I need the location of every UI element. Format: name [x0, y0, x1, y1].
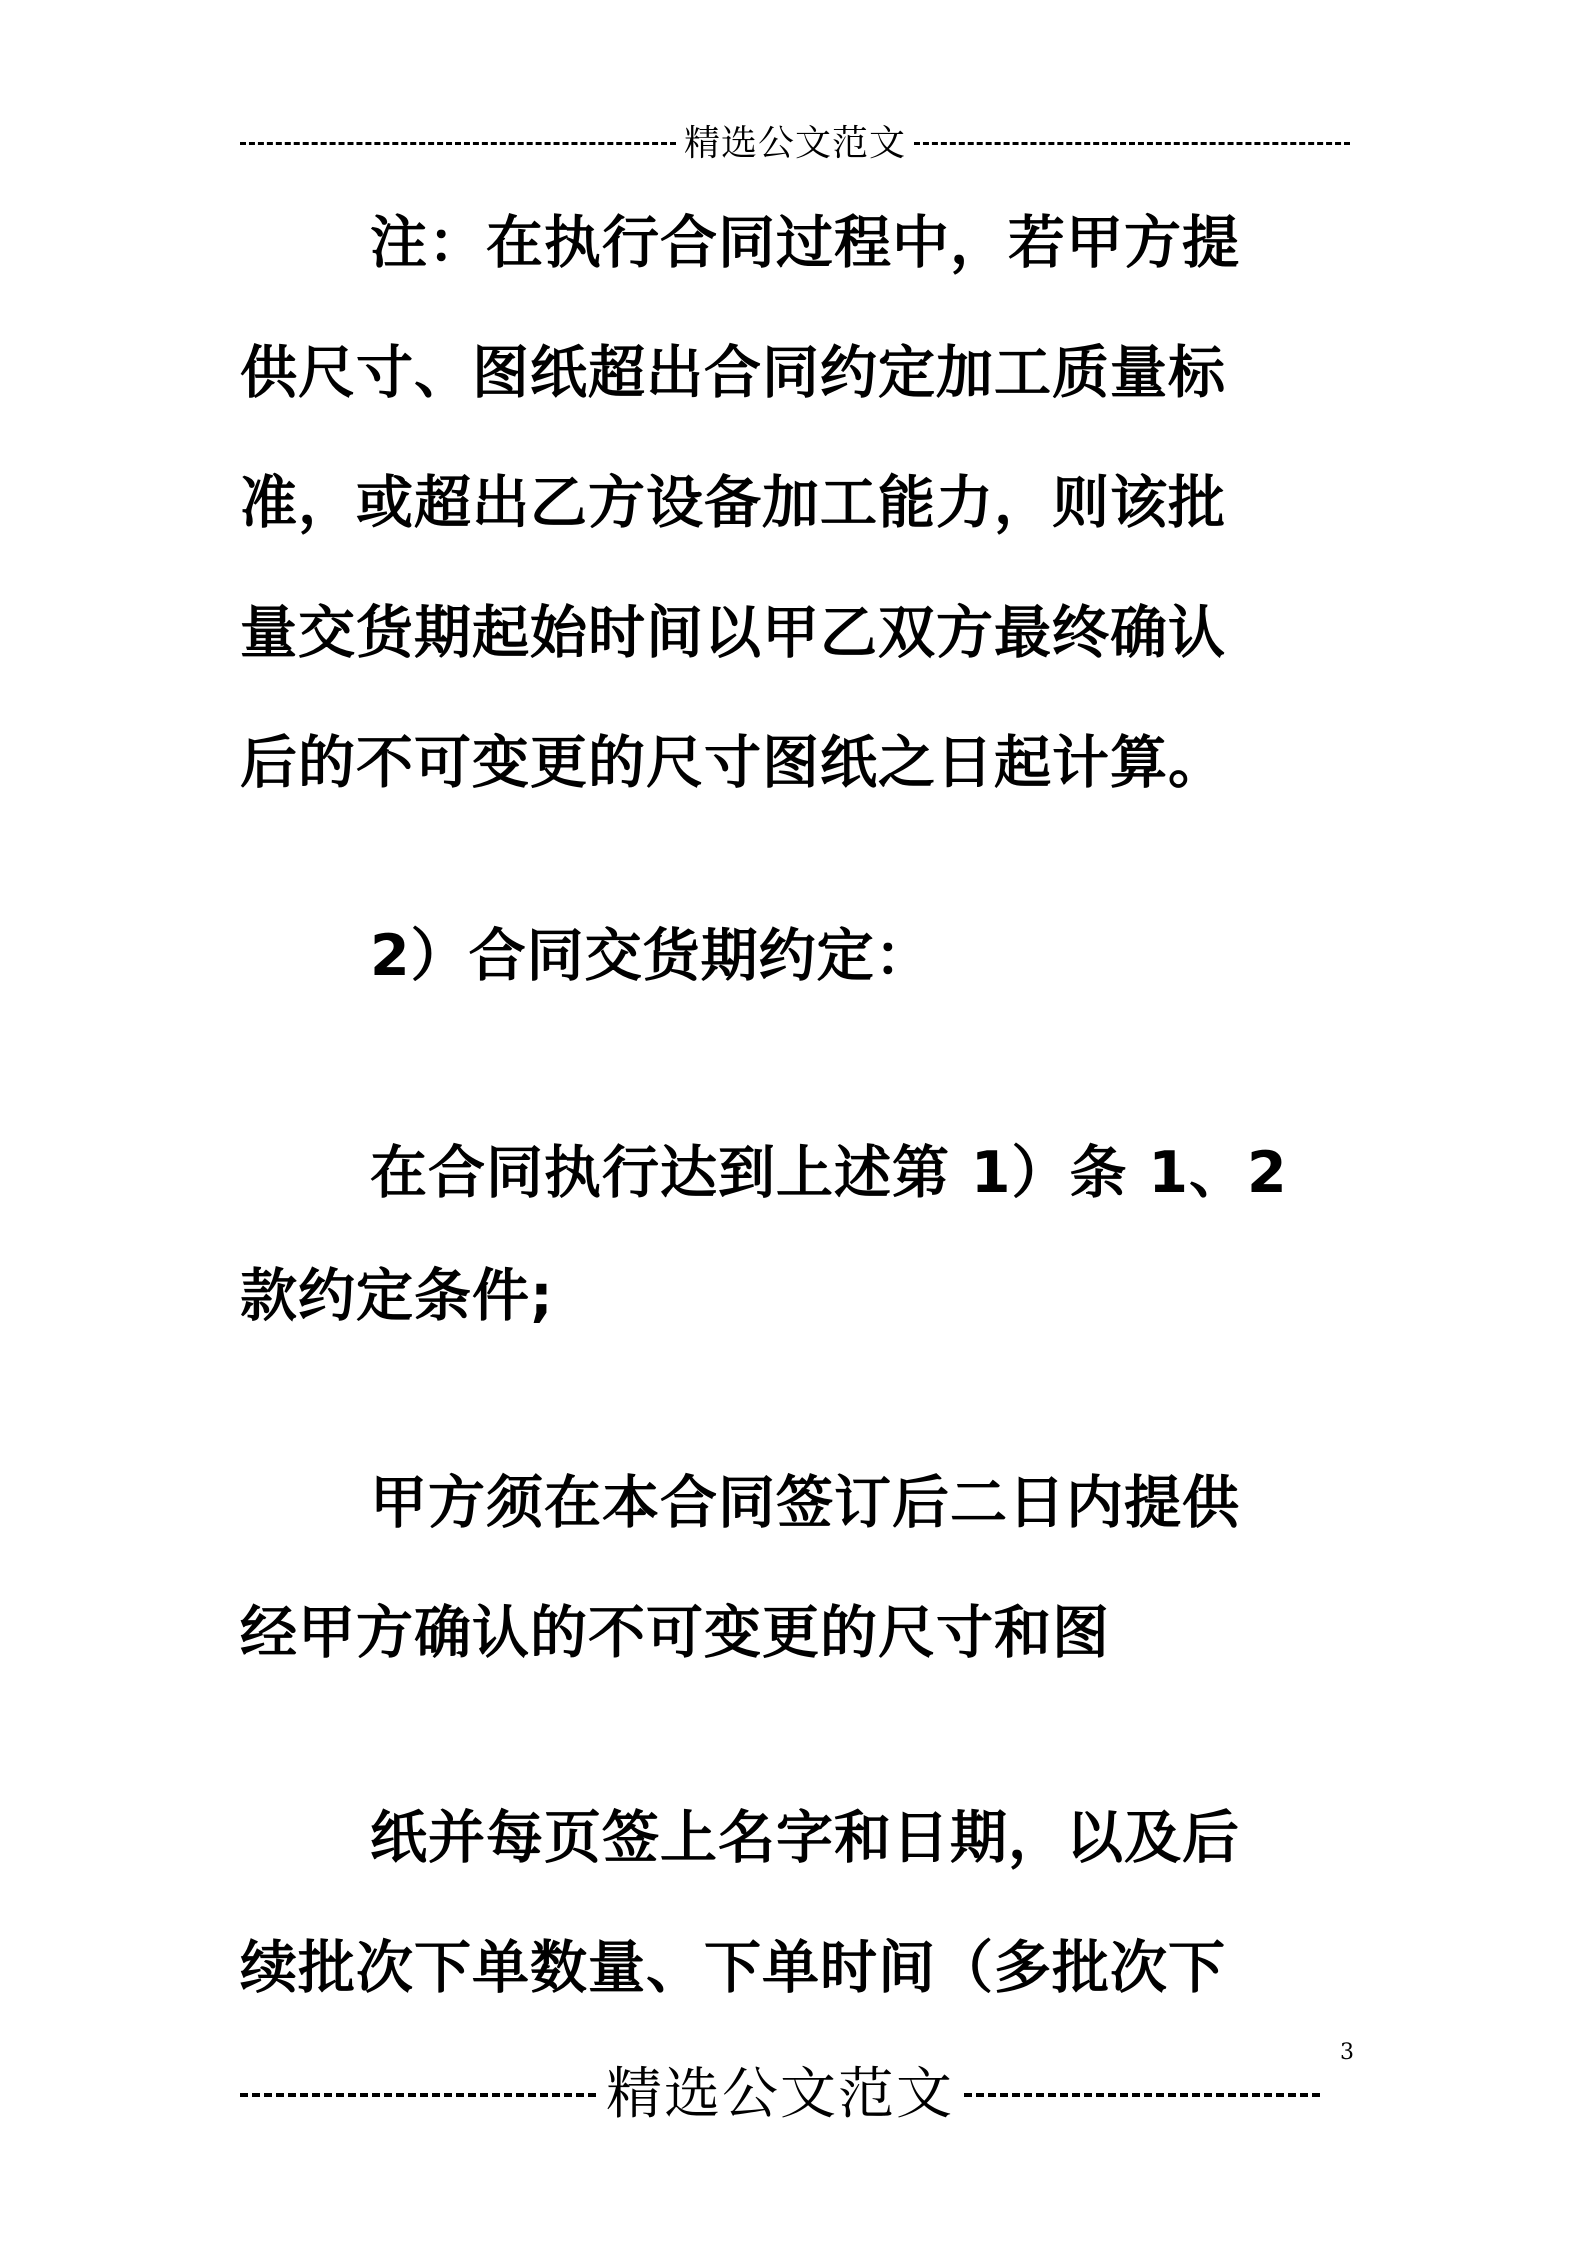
paragraph-5-line-2: 续批次下单数量、下单时间（多批次下 [240, 1935, 1226, 2001]
paragraph-1-line-2: 供尺寸、图纸超出合同约定加工质量标 [240, 340, 1226, 406]
footer-title: 精选公文范文 [606, 2062, 954, 2127]
paragraph-3-line-2: 款约定条件; [240, 1263, 554, 1329]
paragraph-4-line-1: 甲方须在本合同签订后二日内提供 [370, 1470, 1240, 1536]
paragraph-1-line-5: 后的不可变更的尺寸图纸之日起计算。 [240, 730, 1226, 796]
page-header [240, 110, 1350, 170]
paragraph-2-line-1: 2）合同交货期约定： [370, 923, 933, 989]
paragraph-1-line-1: 注：在执行合同过程中，若甲方提 [370, 210, 1240, 276]
header-dash-left [240, 142, 676, 145]
paragraph-1-line-3: 准，或超出乙方设备加工能力，则该批 [240, 470, 1226, 536]
paragraph-4-line-2: 经甲方确认的不可变更的尺寸和图 [240, 1600, 1110, 1666]
paragraph-3-line-1: 在合同执行达到上述第 1）条 1、2 [370, 1140, 1288, 1206]
header-title: 精选公文范文 [684, 122, 907, 164]
paragraph-1-line-4: 量交货期起始时间以甲乙双方最终确认 [240, 600, 1226, 666]
footer-dash-right [964, 2093, 1320, 2097]
paragraph-5-line-1: 纸并每页签上名字和日期，以及后 [370, 1805, 1240, 1871]
footer-dash-left [240, 2093, 596, 2097]
header-dash-right [914, 142, 1350, 145]
page-number: 3 [1340, 2040, 1354, 2065]
page-footer [240, 2050, 1320, 2130]
